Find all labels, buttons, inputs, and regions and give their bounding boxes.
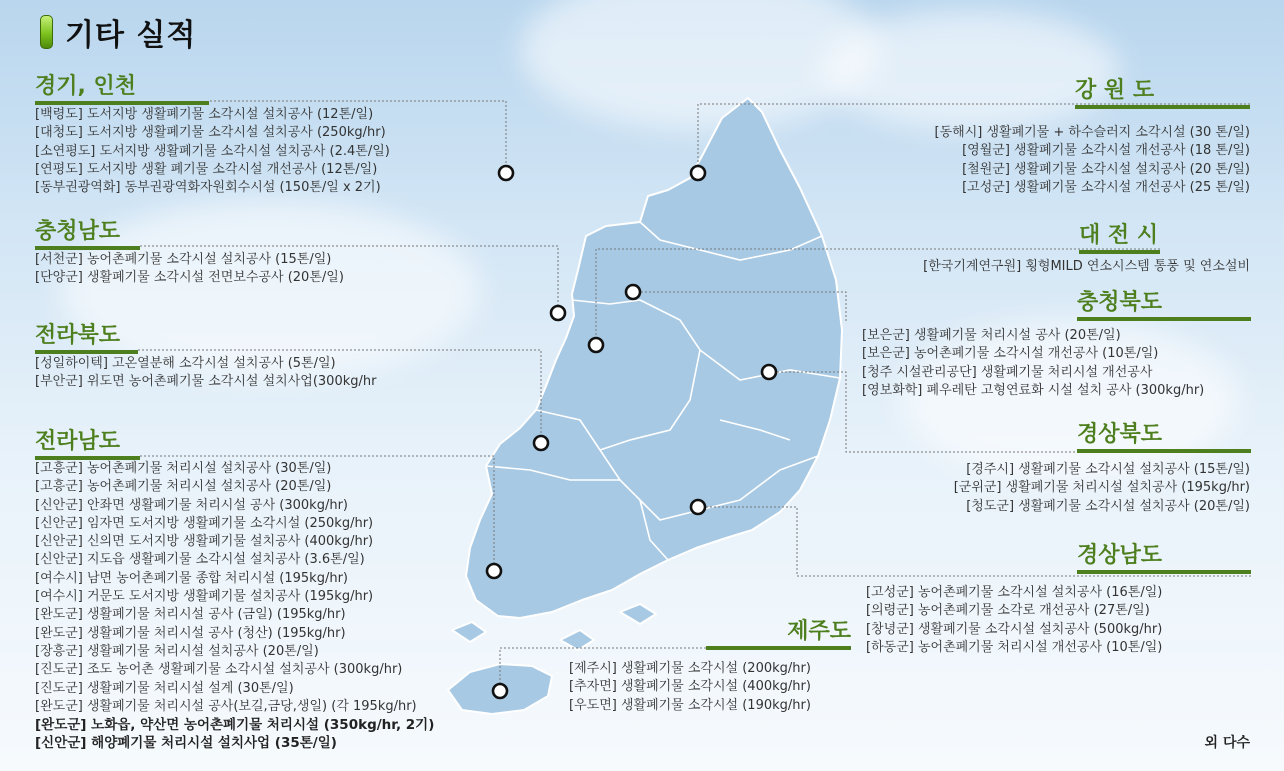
marker-jeonnam: [487, 564, 501, 578]
list-item-bold: [신안군] 해양폐기물 처리시설 설치사업 (35톤/일): [35, 735, 337, 752]
list-item: [부안군] 위도면 농어촌폐기물 소각시설 설치사업(300kg/hr: [35, 374, 377, 390]
section-list-chungbuk: [862, 327, 1204, 400]
section-list-jeonbuk: [35, 355, 376, 392]
list-item: [동해시] 생활폐기물 + 하수슬러지 소각시설 (30 톤/일): [934, 125, 1250, 140]
section-title-jeonnam: 전라남도: [35, 429, 140, 460]
section-list-jeju: [569, 660, 811, 715]
list-item: [창녕군] 생활폐기물 소각시설 설치공사 (500kg/hr): [866, 621, 1163, 637]
list-item: [완도군] 생활폐기물 처리시설 공사 (금일) (195kg/hr): [35, 607, 346, 623]
section-list-jeonnam: [35, 460, 434, 753]
page-title-text: 기타 실적: [65, 18, 197, 53]
list-item: [단양군] 생활폐기물 소각시설 전면보수공사 (20톤/일): [35, 270, 344, 286]
list-item: [백령도] 도서지방 생활폐기물 소각시설 설치공사 (12톤/일): [35, 107, 374, 122]
section-list-chungnam: [35, 251, 344, 288]
list-item: [고성군] 농어촌폐기물 소각시설 설치공사 (16톤/일): [866, 585, 1163, 600]
list-item: [신안군] 임자면 도서지방 생활폐기물 소각시설 (250kg/hr): [35, 515, 374, 531]
section-list-gyeongnam: [866, 584, 1162, 657]
title-bullet-icon: [40, 15, 53, 49]
section-title-gyeongbuk: 경상북도: [1077, 422, 1251, 453]
list-item: [보은군] 농어촌폐기물 소각시설 개선공사 (10톤/일): [862, 346, 1159, 362]
marker-gangwon: [691, 166, 705, 180]
section-title-jeonbuk: 전라북도: [35, 323, 138, 354]
list-item: [소연평도] 도서지방 생활폐기물 소각시설 설치공사 (2.4톤/일): [35, 143, 390, 159]
list-item: [여수시] 남면 농어촌폐기물 종합 처리시설 (195kg/hr): [35, 570, 348, 586]
list-item: [청주 시설관리공단] 생활폐기물 처리시설 개선공사: [862, 364, 1153, 380]
section-title-chungbuk: 충청북도: [1077, 290, 1251, 321]
list-item: [고흥군] 농어촌폐기물 처리시설 설치공사 (20톤/일): [35, 479, 332, 495]
list-item: [경주시] 생활폐기물 소각시설 설치공사 (15톤/일): [966, 462, 1250, 477]
marker-chungbuk: [626, 285, 640, 299]
list-item: [영월군] 생활폐기물 소각시설 개선공사 (18 톤/일): [962, 143, 1250, 159]
section-list-gyeonggi: [35, 106, 390, 197]
list-item: [청도군] 생활폐기물 소각시설 설치공사 (20톤/일): [966, 498, 1250, 514]
list-item: [연평도] 도서지방 생활 폐기물 소각시설 개선공사 (12톤/일): [35, 161, 378, 177]
list-item: [대청도] 도서지방 생활폐기물 소각시설 설치공사 (250kg/hr): [35, 125, 386, 141]
section-list-gangwon: [935, 124, 1251, 197]
marker-jeju: [493, 684, 507, 698]
list-item: [진도군] 조도 농어촌 생활폐기물 소각시설 설치공사 (300kg/hr): [35, 662, 403, 678]
section-list-gyeongbuk: [954, 461, 1250, 516]
list-item: [군위군] 생활폐기물 처리시설 설치공사 (195kg/hr): [953, 480, 1250, 496]
list-item: [철원군] 생활폐기물 소각시설 설치공사 (20 톤/일): [962, 161, 1250, 177]
marker-gyeongnam: [691, 500, 705, 514]
section-list-daejeon: [923, 258, 1250, 276]
list-item: [신안군] 안좌면 생활폐기물 처리시설 공사 (300kg/hr): [35, 497, 348, 513]
section-title-chungnam: 충청남도: [35, 219, 140, 250]
list-item: [동부권광역화] 동부권광역화자원회수시설 (150톤/일 x 2기): [35, 180, 381, 196]
list-item: [성일하이텍] 고온열분해 소각시설 설치공사 (5톤/일): [35, 356, 336, 371]
section-title-gangwon: 강 원 도: [1075, 78, 1250, 109]
list-item: [우도면] 생활폐기물 소각시설 (190kg/hr): [569, 697, 811, 713]
list-item-bold: [완도군] 노화읍, 약산면 농어촌폐기물 처리시설 (350kg/hr, 2기): [35, 717, 435, 734]
section-title-gyeongnam: 경상남도: [1077, 543, 1251, 574]
list-item: [영보화학] 폐우레탄 고형연료화 시설 설치 공사 (300kg/hr): [862, 382, 1205, 398]
list-item: [신안군] 지도읍 생활폐기물 소각시설 설치공사 (3.6톤/일): [35, 552, 365, 568]
list-item: [완도군] 생활폐기물 처리시설 공사(보길,금당,생일) (각 195kg/hr): [35, 698, 417, 714]
list-item: [보은군] 생활폐기물 처리시설 공사 (20톤/일): [862, 328, 1121, 343]
list-item: [하동군] 농어촌폐기물 처리시설 개선공사 (10톤/일): [866, 639, 1163, 655]
list-item: [제주시] 생활폐기물 소각시설 (200kg/hr): [569, 661, 811, 676]
list-item: [완도군] 생활폐기물 처리시설 공사 (청산) (195kg/hr): [35, 625, 346, 641]
list-item: [고흥군] 농어촌폐기물 처리시설 설치공사 (30톤/일): [35, 461, 332, 476]
list-item: [한국기계연구원] 횡형MILD 연소시스템 통풍 및 연소설비: [923, 259, 1250, 274]
marker-jeonbuk: [534, 436, 548, 450]
list-item: [장흥군] 생활폐기물 처리시설 설치공사 (20톤/일): [35, 643, 319, 659]
section-title-jeju: 제주도: [706, 619, 851, 650]
marker-chungnam: [551, 306, 565, 320]
list-item: [진도군] 생활폐기물 처리시설 설계 (30톤/일): [35, 680, 294, 696]
list-item: [고성군] 생활폐기물 소각시설 개선공사 (25 톤/일): [962, 179, 1250, 195]
marker-daejeon: [589, 338, 603, 352]
section-title-daejeon: 대 전 시: [1079, 223, 1160, 254]
list-item: [서천군] 농어촌폐기물 소각시설 설치공사 (15톤/일): [35, 252, 332, 267]
list-item: [신안군] 신의면 도서지방 생활폐기물 설치공사 (400kg/hr): [35, 534, 374, 550]
list-item: [의령군] 농어촌폐기물 소각로 개선공사 (27톤/일): [866, 603, 1150, 619]
section-title-gyeonggi: 경기, 인천: [35, 74, 209, 105]
page-title: [40, 10, 196, 54]
marker-gyeongbuk: [762, 365, 776, 379]
list-item: [여수시] 거문도 도서지방 생활폐기물 설치공사 (195kg/hr): [35, 589, 374, 605]
footer-note: 외 다수: [1204, 735, 1250, 751]
marker-gyeonggi: [499, 166, 513, 180]
list-item: [추자면] 생활폐기물 소각시설 (400kg/hr): [569, 679, 811, 695]
